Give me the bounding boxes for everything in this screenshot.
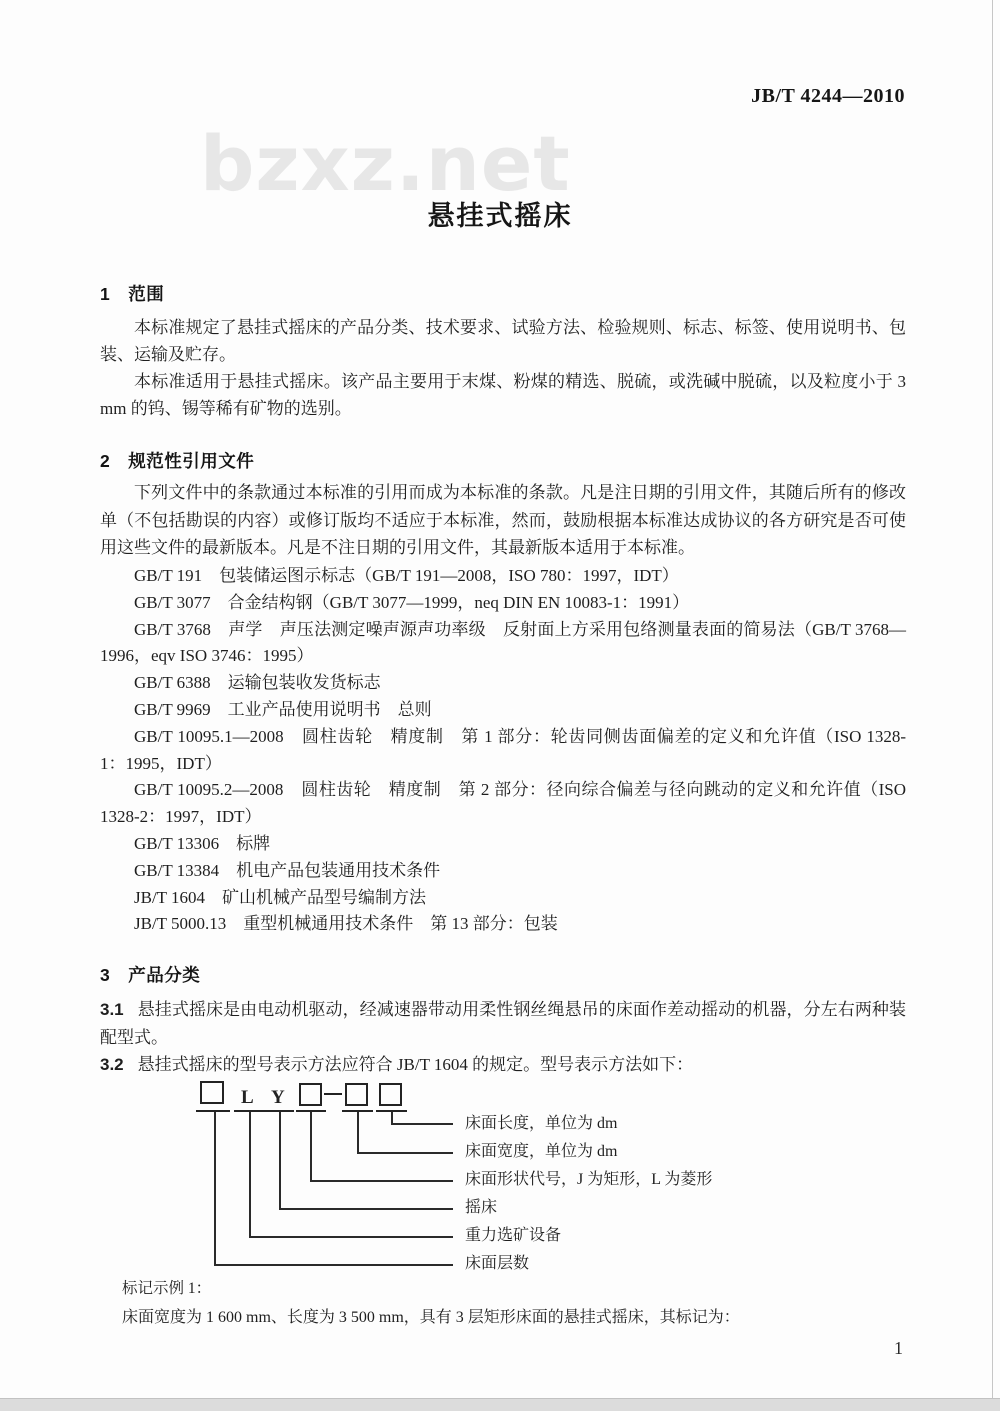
- reference-item: GB/T 191 包装储运图示标志（GB/T 191—2008，ISO 780：1997，IDT）: [134, 566, 679, 585]
- underline: [196, 1110, 230, 1112]
- connector-line: [279, 1208, 453, 1210]
- model-box-layers: [200, 1081, 224, 1104]
- reference-item: JB/T 5000.13 重型机械通用技术条件 第 13 部分：包装: [134, 914, 558, 934]
- example-text: 床面宽度为 1 600 mm、长度为 3 500 mm，具有 3 层矩形床面的悬挂式摇床，其标记为：: [122, 1309, 740, 1326]
- section-2-heading: 2 规范性引用文件: [100, 451, 255, 471]
- section-1-heading: 1 范围: [100, 284, 165, 304]
- model-box-width: [345, 1083, 368, 1106]
- connector-line: [391, 1112, 393, 1123]
- reference-item: GB/T 10095.1—2008 圆柱齿轮 精度制 第 1 部分：轮齿同侧齿面偏差的定义和允许值（ISO 1328-1：1995，IDT）: [100, 726, 906, 773]
- diagram-label-length: 床面长度，单位为 dm: [465, 1115, 618, 1132]
- connector-line: [214, 1112, 216, 1264]
- reference-item: GB/T 13384 机电产品包装通用技术条件: [134, 860, 441, 880]
- model-designation-diagram: [190, 1080, 830, 1285]
- watermark-text: bzxz.net: [200, 119, 571, 208]
- page-bottom-edge: [0, 1398, 1000, 1411]
- diagram-label-width: 床面宽度，单位为 dm: [465, 1143, 618, 1160]
- reference-item: GB/T 13306 标牌: [134, 833, 271, 853]
- connector-line: [357, 1112, 359, 1152]
- reference-item: GB/T 3768 声学 声压法测定噪声源声功率级 反射面上方采用包络测量表面的简易法（GB/T 3768—1996，eqv ISO 3746：1995）: [100, 619, 906, 666]
- standard-number: JB/T 4244—2010: [751, 85, 905, 107]
- scope-paragraph-2: 本标准适用于悬挂式摇床。该产品主要用于末煤、粉煤的精选、脱硫，或洗碱中脱硫，以及粒度小于 3 mm 的钨、锡等稀有矿物的选别。: [100, 372, 906, 418]
- clause-text: 悬挂式摇床是由电动机驱动，经减速器带动用柔性钢丝绳悬吊的床面作差动摇动的机器，分左右两种装配型式。: [100, 1000, 906, 1047]
- connector-line: [279, 1112, 281, 1208]
- reference-item: GB/T 3077 合金结构钢（GB/T 3077—1999，neq DIN EN 10083-1：1991）: [134, 592, 690, 612]
- reference-item: GB/T 6388 运输包装收发货标志: [134, 673, 381, 693]
- connector-line: [310, 1180, 453, 1182]
- connector-line: [391, 1123, 453, 1125]
- reference-item: GB/T 9969 工业产品使用说明书 总则: [134, 699, 432, 719]
- clause-3-2: [100, 1051, 906, 1079]
- model-box-shape: [299, 1083, 322, 1106]
- clause-number: 3.1: [100, 1000, 124, 1019]
- reference-item: GB/T 10095.2—2008 圆柱齿轮 精度制 第 2 部分：径向综合偏差与径向跳动的定义和允许值（ISO 1328-2：1997，IDT）: [100, 780, 906, 827]
- diagram-label-deck-layers: 床面层数: [465, 1255, 530, 1272]
- model-letter-y: Y: [271, 1087, 285, 1108]
- references-list: [100, 563, 906, 938]
- clause-number: 3.2: [100, 1055, 124, 1074]
- example-label: 标记示例 1：: [122, 1280, 212, 1297]
- model-box-length: [379, 1083, 402, 1106]
- diagram-label-shape-code: 床面形状代号，J 为矩形，L 为菱形: [465, 1171, 713, 1188]
- diagram-label-shaking-table: 摇床: [465, 1199, 498, 1216]
- reference-item: JB/T 1604 矿山机械产品型号编制方法: [134, 887, 427, 907]
- clause-3-1: [100, 996, 906, 1052]
- model-letter-l: L: [241, 1087, 254, 1108]
- normative-references-intro: 下列文件中的条款通过本标准的引用而成为本标准的条款。凡是注日期的引用文件，其随后所有的修改单（不包括勘误的内容）或修订版均不适应于本标准，然而，鼓励根据本标准达成协议的各方研究是否可使用这些文件的最新版本。凡是不注日期的引用文件，其最新版本适用于本标准。: [100, 483, 906, 557]
- document-title: 悬挂式摇床: [427, 201, 573, 231]
- diagram-label-gravity-equipment: 重力选矿设备: [465, 1227, 562, 1244]
- model-dash: [324, 1093, 342, 1095]
- connector-line: [214, 1264, 453, 1266]
- clause-text: 悬挂式摇床的型号表示方法应符合 JB/T 1604 的规定。型号表示方法如下：: [137, 1055, 694, 1074]
- section-3-heading: 3 产品分类: [100, 965, 201, 985]
- connector-line: [310, 1112, 312, 1180]
- connector-line: [249, 1236, 453, 1238]
- scope-paragraph-1: 本标准规定了悬挂式摇床的产品分类、技术要求、试验方法、检验规则、标志、标签、使用说明书、包装、运输及贮存。: [100, 318, 906, 364]
- connector-line: [249, 1112, 251, 1236]
- page-number: 1: [894, 1338, 903, 1358]
- connector-line: [357, 1152, 453, 1154]
